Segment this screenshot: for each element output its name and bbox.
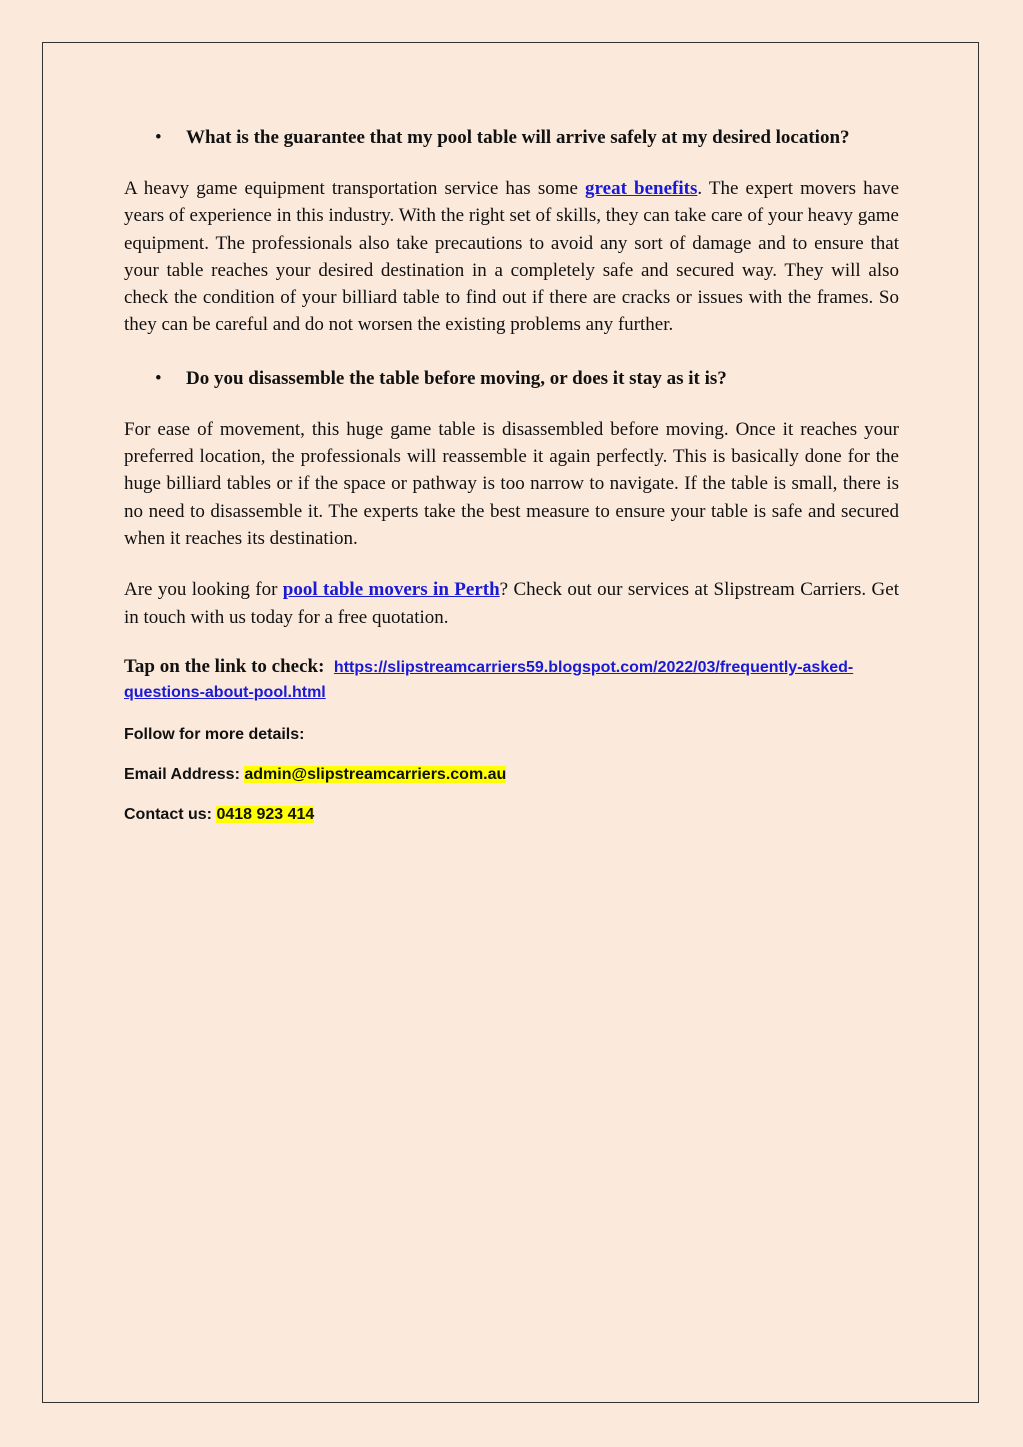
faq-answer-2-text: For ease of movement, this huge game table is disassembled before moving. Once it reaches your preferred location, the professionals will reassemble it again perfectly. This is basically done for the huge billiard tables or if the space or pathway is too narrow to navigate. If the table is small, there is no need to disassemble it. The experts take the best measure to ensure your table is safe and secured when it reaches its destination. (124, 418, 899, 549)
faq-question-1-text: What is the guarantee that my pool table will arrive safely at my desired location? (186, 127, 850, 148)
tap-label: Tap on the link to check: (124, 655, 325, 677)
faq-question-2 (124, 365, 899, 392)
bullet-icon: • (155, 367, 162, 389)
faq-answer-2 (124, 416, 899, 552)
phone-label: Contact us: (124, 805, 217, 823)
phone-line (124, 805, 899, 825)
cta-body: ? Check out our services at Slipstream Carriers. Get in touch with us today for a free quotation. (124, 579, 899, 628)
email-value[interactable]: admin@slipstreamcarriers.com.au (244, 765, 507, 783)
phone-value[interactable]: 0418 923 414 (216, 805, 315, 823)
cta-paragraph (124, 576, 899, 631)
faq-answer-1-intro: A heavy game equipment transportation service has some (124, 178, 586, 199)
follow-text: Follow for more details: (124, 725, 305, 743)
blog-url-link[interactable]: https://slipstreamcarriers59.blogspot.com/2022/03/frequently-asked-questions-about-pool.html (124, 658, 854, 701)
faq-answer-1-body: . The expert movers have years of experience in this industry. With the right set of skills, they can take care of your heavy game equipment. The professionals also take precautions to avoid any sort of damage and to ensure that your table reaches your desired destination in a completely safe and secured way. They will also check the condition of your billiard table to find out if there are cracks or issues with the frames. So they can be careful and do not worsen the existing problems any further. (124, 178, 900, 336)
pool-table-movers-link[interactable]: pool table movers in Perth (282, 579, 500, 601)
email-line (124, 765, 899, 785)
faq-answer-1 (124, 175, 899, 339)
bullet-icon: • (155, 127, 162, 148)
faq-question-2-text: Do you disassemble the table before moving, or does it stay as it is? (186, 367, 727, 389)
great-benefits-link[interactable]: great benefits (585, 178, 698, 199)
document-content (124, 124, 899, 825)
cta-intro: Are you looking for (124, 579, 283, 601)
tap-link-line (124, 655, 899, 705)
follow-heading (124, 725, 899, 745)
email-label: Email Address: (124, 765, 245, 783)
faq-question-1 (124, 124, 899, 151)
